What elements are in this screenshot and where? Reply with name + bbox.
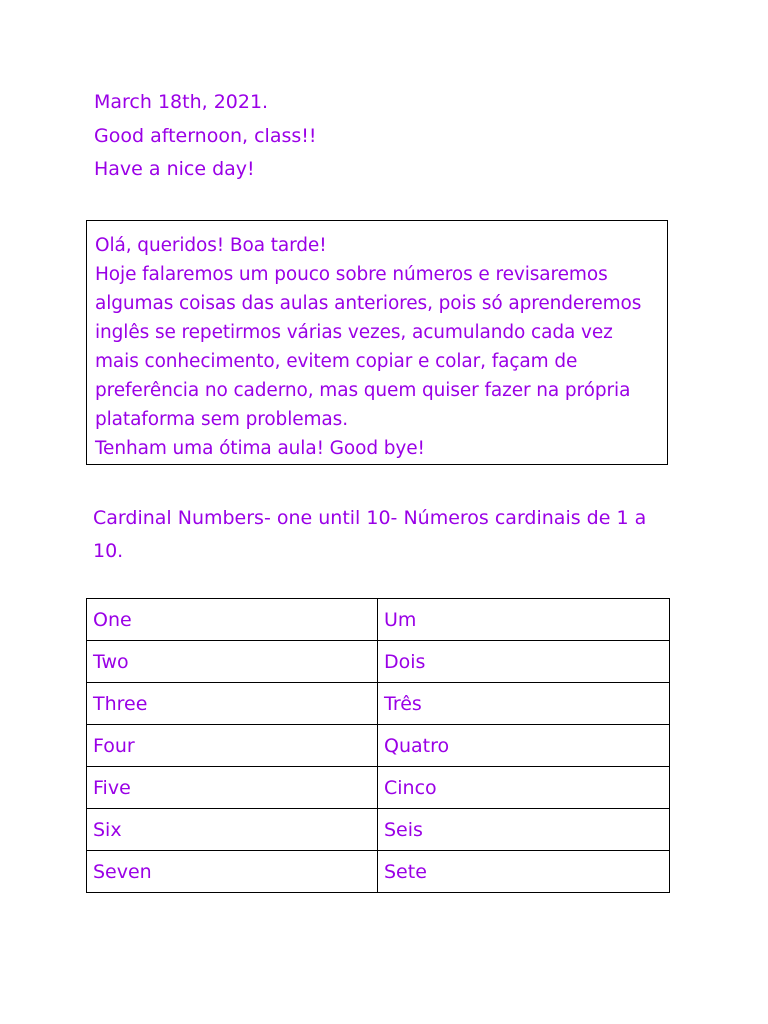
portuguese-number-cell: Cinco: [378, 767, 670, 809]
portuguese-number-cell: Sete: [378, 851, 670, 893]
table-row: [87, 641, 670, 683]
message-box: [86, 220, 668, 465]
table-row: [87, 851, 670, 893]
message-body: Hoje falaremos um pouco sobre números e revisaremos algumas coisas das aulas anteriores, pois só aprenderemos inglês se repetirmos várias vezes, acumulando cada vez mais conhecimento, evitem copiar e colar, façam de preferência no caderno, mas quem quiser fazer na própria plataforma sem problemas.: [95, 264, 642, 430]
english-number-cell: Six: [87, 809, 378, 851]
english-number-cell: Seven: [87, 851, 378, 893]
section-heading: Cardinal Numbers- one until 10- Números cardinais de 1 a 10.: [93, 507, 647, 562]
numbers-table: [86, 598, 670, 893]
table-row: [87, 725, 670, 767]
table-row: [87, 767, 670, 809]
table-row: [87, 809, 670, 851]
table-row: [87, 599, 670, 641]
english-number-cell: Four: [87, 725, 378, 767]
message-salutation: Olá, queridos! Boa tarde!: [95, 235, 327, 256]
portuguese-number-cell: Quatro: [378, 725, 670, 767]
english-number-cell: Two: [87, 641, 378, 683]
portuguese-number-cell: Três: [378, 683, 670, 725]
english-number-cell: Three: [87, 683, 378, 725]
portuguese-number-cell: Um: [378, 599, 670, 641]
table-row: [87, 683, 670, 725]
message-closing: Tenham uma ótima aula! Good bye!: [95, 438, 425, 459]
date-line: March 18th, 2021.: [94, 91, 269, 113]
wish-line: Have a nice day!: [94, 158, 255, 180]
english-number-cell: Five: [87, 767, 378, 809]
english-number-cell: One: [87, 599, 378, 641]
portuguese-number-cell: Dois: [378, 641, 670, 683]
greeting-line: Good afternoon, class!!: [94, 125, 317, 147]
portuguese-number-cell: Seis: [378, 809, 670, 851]
